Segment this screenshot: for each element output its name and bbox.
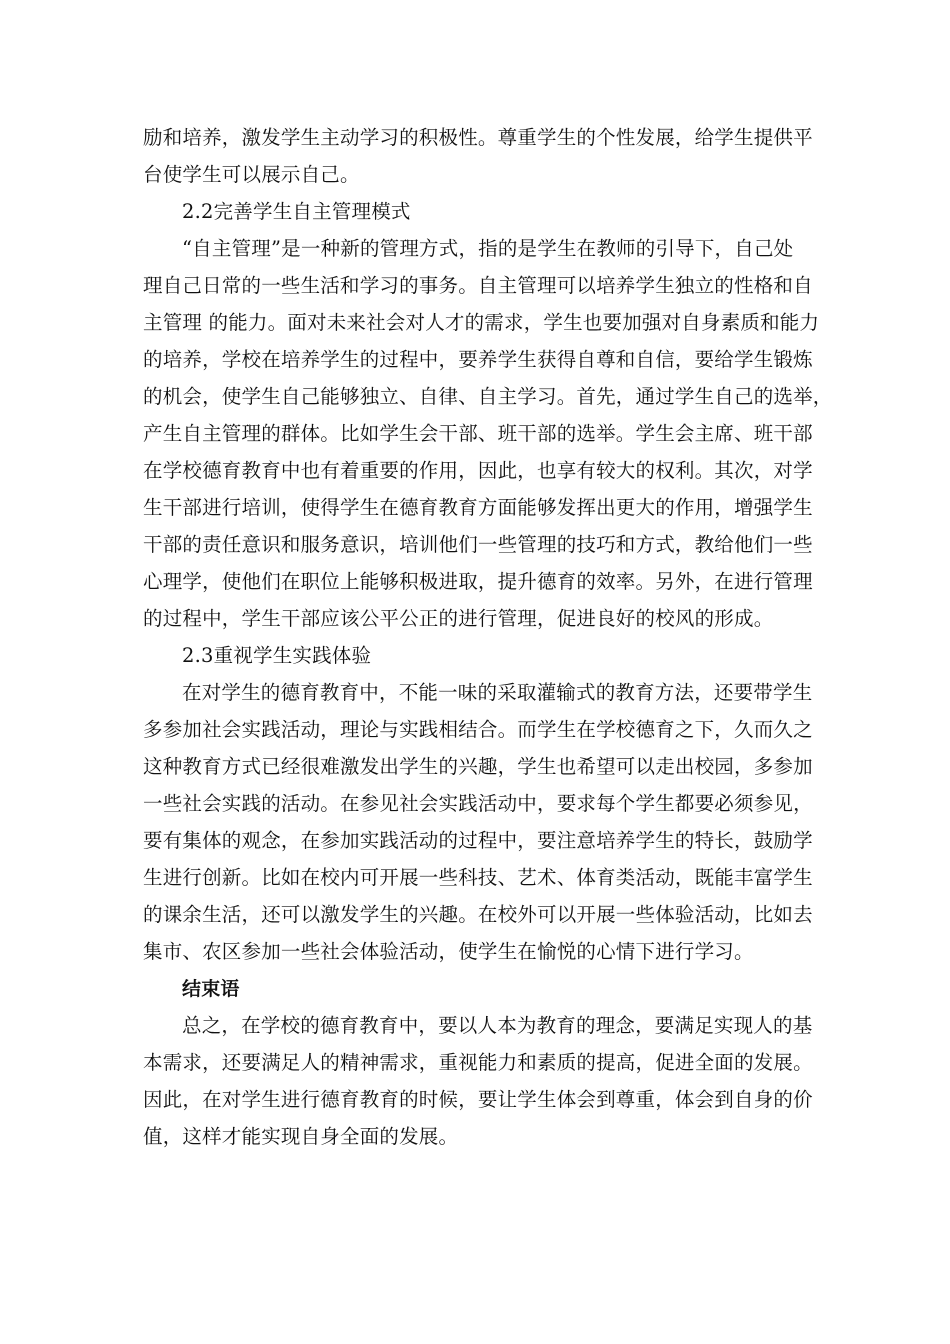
- body-text-line: 要有集体的观念，在参加实践活动的过程中，要注意培养学生的特长，鼓励学: [143, 829, 813, 852]
- body-text-line: 一些社会实践的活动。在参见社会实践活动中，要求每个学生都要必须参见，: [143, 792, 813, 815]
- body-text-line: 因此，在对学生进行德育教育的时候，要让学生体会到尊重，体会到自身的价: [143, 1088, 813, 1111]
- body-text-line: 生干部进行培训，使得学生在德育教育方面能够发挥出更大的作用，增强学生: [143, 496, 813, 519]
- section-heading-2-2: 2.2完善学生自主管理模式: [182, 200, 411, 223]
- body-text-line: 本需求，还要满足人的精神需求，重视能力和素质的提高，促进全面的发展。: [143, 1051, 813, 1074]
- body-text-line: 理自己日常的一些生活和学习的事务。自主管理可以培养学生独立的性格和自: [143, 274, 813, 297]
- section-heading-2-3: 2.3重视学生实践体验: [182, 644, 372, 667]
- body-text-line: 产生自主管理的群体。比如学生会干部、班干部的选举。学生会主席、班干部: [143, 422, 813, 445]
- body-text-line: 在对学生的德育教育中，不能一味的采取灌输式的教育方法，还要带学生: [182, 681, 813, 704]
- body-text-line: 干部的责任意识和服务意识，培训他们一些管理的技巧和方式，教给他们一些: [143, 533, 813, 556]
- body-text-line: “自主管理”是一种新的管理方式，指的是学生在教师的引导下，自己处: [182, 237, 794, 260]
- body-text-line: 的过程中，学生干部应该公平公正的进行管理，促进良好的校风的形成。: [143, 607, 774, 630]
- body-text-line: 主管理 的能力。面对未来社会对人才的需求，学生也要加强对自身素质和能力: [143, 311, 820, 334]
- conclusion-heading: 结束语: [182, 978, 240, 1000]
- body-text-line: 的课余生活，还可以激发学生的兴趣。在校外可以开展一些体验活动，比如去: [143, 903, 813, 926]
- body-text-line: 总之，在学校的德育教育中，要以人本为教育的理念，要满足实现人的基: [182, 1014, 813, 1037]
- body-text-line: 在学校德育教育中也有着重要的作用，因此，也享有较大的权利。其次，对学: [143, 459, 813, 482]
- body-text-line: 的机会，使学生自己能够独立、自律、自主学习。首先，通过学生自己的选举，: [143, 385, 833, 408]
- body-text-line: 集市、农区参加一些社会体验活动，使学生在愉悦的心情下进行学习。: [143, 940, 754, 963]
- body-text-line: 多参加社会实践活动，理论与实践相结合。而学生在学校德育之下，久而久之: [143, 718, 813, 741]
- body-text-line: 这种教育方式已经很难激发出学生的兴趣，学生也希望可以走出校园，多参加: [143, 755, 813, 778]
- body-text-line: 励和培养，激发学生主动学习的积极性。尊重学生的个性发展，给学生提供平: [143, 126, 813, 149]
- body-text-line: 值，这样才能实现自身全面的发展。: [143, 1125, 459, 1148]
- body-text-line: 生进行创新。比如在校内可开展一些科技、艺术、体育类活动，既能丰富学生: [143, 866, 813, 889]
- body-text-line: 心理学，使他们在职位上能够积极进取，提升德育的效率。另外，在进行管理: [143, 570, 813, 593]
- body-text-line: 的培养，学校在培养学生的过程中，要养学生获得自尊和自信，要给学生锻炼: [143, 348, 813, 371]
- body-text-line: 台使学生可以展示自己。: [143, 163, 360, 186]
